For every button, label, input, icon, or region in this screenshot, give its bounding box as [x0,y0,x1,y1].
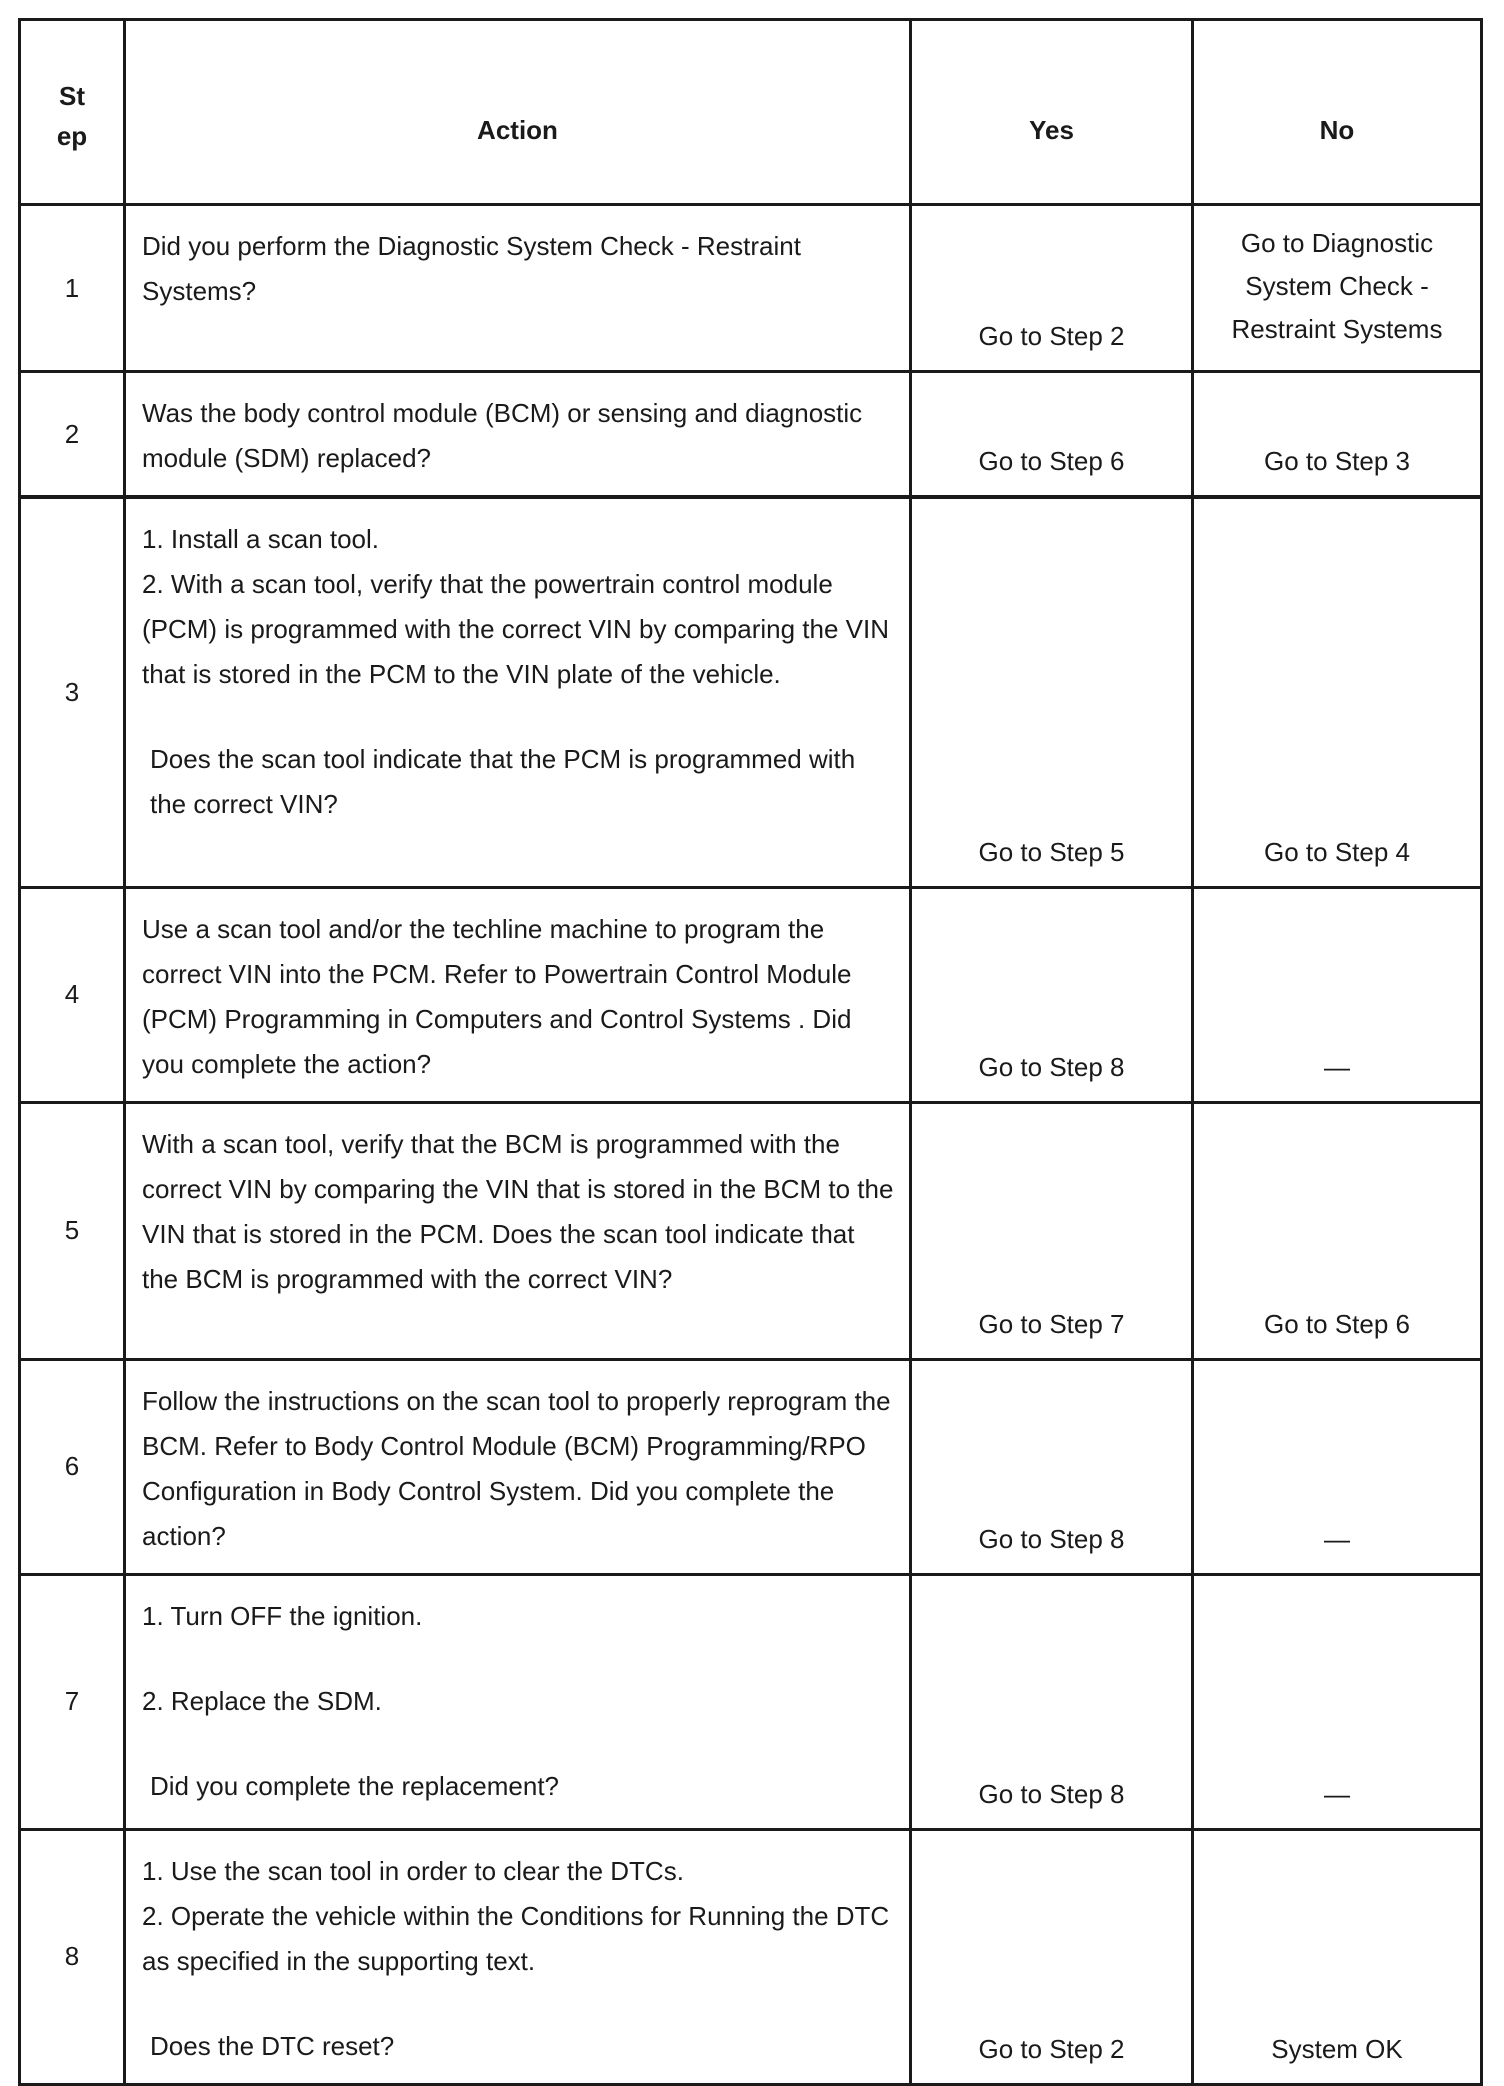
action-step-item: 2. With a scan tool, verify that the powertrain control module (PCM) is programmed with the correct VIN by comparing the VIN that is stored in the PCM to the VIN plate of the vehicle. [142,569,890,689]
step-number: 1 [20,205,125,372]
action-text: Follow the instructions on the scan tool to properly reprogram the BCM. Refer to Body Control Module (BCM) Programming/RPO Configuration in Body Control System. Did you complete the action? [142,1385,891,1551]
no-result: Go to Step 4 [1193,497,1482,887]
no-result: Go to Step 3 [1193,372,1482,498]
action-question: Does the DTC reset? [150,2030,395,2061]
step-number: 5 [20,1102,125,1359]
action-cell [125,1102,911,1359]
action-text: Did you perform the Diagnostic System Check - Restraint Systems? [142,231,801,306]
step-number: 7 [20,1574,125,1829]
table-row [20,1829,1482,2084]
yes-result: Go to Step 2 [911,1829,1193,2084]
table-row [20,1102,1482,1359]
header-action: Action [125,20,911,205]
no-result: Go to Diagnostic System Check - Restraint Systems [1193,205,1482,372]
action-cell [125,497,911,887]
no-result: Go to Step 6 [1193,1102,1482,1359]
action-step-item: 1. Use the scan tool in order to clear the DTCs. [142,1855,684,1886]
action-text: With a scan tool, verify that the BCM is programmed with the correct VIN by comparing the VIN that is stored in the BCM to the VIN that is stored in the PCM. Does the scan tool indicate that the BCM is programmed with the correct VIN? [142,1128,894,1294]
action-cell [125,372,911,498]
yes-result: Go to Step 8 [911,1574,1193,1829]
yes-result: Go to Step 2 [911,205,1193,372]
header-yes: Yes [911,20,1193,205]
action-step-item: 1. Install a scan tool. [142,524,380,554]
action-step-item: 1. Turn OFF the ignition. [142,1600,423,1631]
table-row [20,1574,1482,1829]
header-step-line1: St [59,81,85,111]
yes-result: Go to Step 8 [911,1359,1193,1574]
action-cell [125,205,911,372]
header-no: No [1193,20,1482,205]
step-number: 4 [20,887,125,1102]
table-row [20,205,1482,372]
action-cell [125,1359,911,1574]
no-result: — [1193,887,1482,1102]
table-row [20,372,1482,498]
action-text: Use a scan tool and/or the techline machine to program the correct VIN into the PCM. Refer to Powertrain Control Module (PCM) Programming in Computers and Control Systems . Did you complete the action? [142,913,852,1079]
table-row [20,887,1482,1102]
yes-result: Go to Step 8 [911,887,1193,1102]
action-step-item: 2. Replace the SDM. [142,1685,382,1716]
action-question: Did you complete the replacement? [150,1770,560,1801]
action-text: Was the body control module (BCM) or sensing and diagnostic module (SDM) replaced? [142,398,863,473]
diagnostic-table [18,18,1483,2086]
table-row [20,497,1482,887]
yes-result: Go to Step 7 [911,1102,1193,1359]
no-result: — [1193,1359,1482,1574]
table-row [20,1359,1482,1574]
no-result: — [1193,1574,1482,1829]
step-number: 8 [20,1829,125,2084]
header-row [20,20,1482,205]
no-result: System OK [1193,1829,1482,2084]
step-number: 3 [20,497,125,887]
header-step [20,20,125,205]
action-question: Does the scan tool indicate that the PCM is programmed with the correct VIN? [150,744,856,819]
action-cell [125,1574,911,1829]
action-step-item: 2. Operate the vehicle within the Conditions for Running the DTC as specified in the supporting text. [142,1900,890,1976]
step-number: 6 [20,1359,125,1574]
action-cell [125,1829,911,2084]
step-number: 2 [20,372,125,498]
yes-result: Go to Step 5 [911,497,1193,887]
header-step-line2: ep [56,121,88,151]
action-cell [125,887,911,1102]
yes-result: Go to Step 6 [911,372,1193,498]
